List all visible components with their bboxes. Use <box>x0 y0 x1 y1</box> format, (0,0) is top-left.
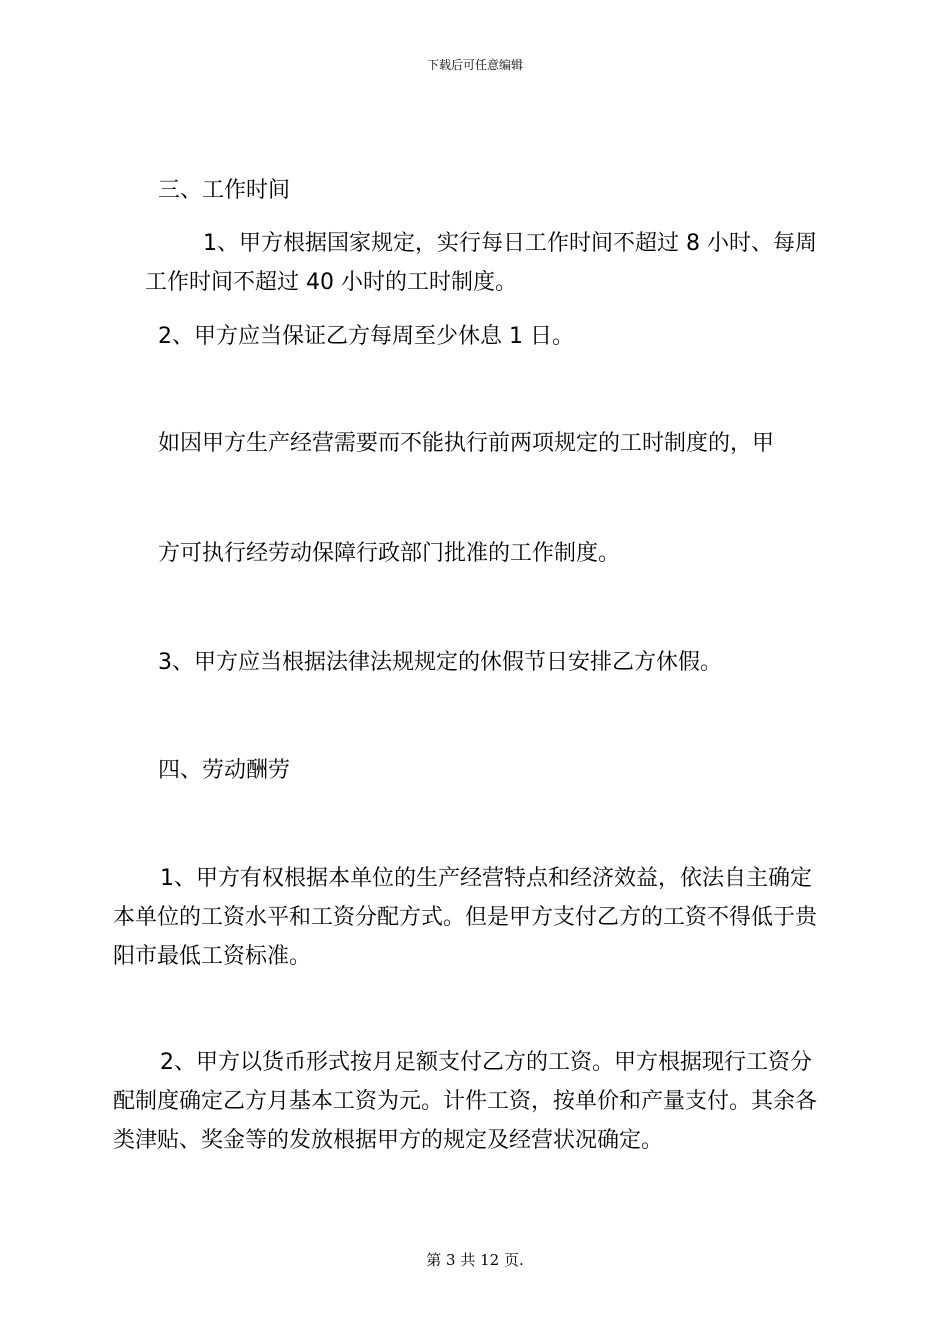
section-3-heading: 三、工作时间 <box>158 178 291 203</box>
section-4-item-1-line-3: 阳市最低工资标准。 <box>113 944 312 969</box>
section-4-heading: 四、劳动酬劳 <box>158 758 291 783</box>
section-4-item-1-line-2: 本单位的工资水平和工资分配方式。但是甲方支付乙方的工资不得低于贵 <box>113 905 818 930</box>
section-3-item-3: 3、甲方应当根据法律法规规定的休假节日安排乙方休假。 <box>158 650 722 675</box>
section-3-item-2: 2、甲方应当保证乙方每周至少休息 1 日。 <box>158 324 574 349</box>
section-4-item-1-line-1: 1、甲方有权根据本单位的生产经营特点和经济效益，依法自主确定 <box>160 866 812 891</box>
section-4-item-2-line-2: 配制度确定乙方月基本工资为元。计件工资，按单价和产量支付。其余各 <box>113 1089 818 1114</box>
section-4-item-2-line-1: 2、甲方以货币形式按月足额支付乙方的工资。甲方根据现行工资分 <box>160 1050 812 1075</box>
download-edit-note: 下载后可任意编辑 <box>426 58 523 72</box>
section-3-exception-line-1: 如因甲方生产经营需要而不能执行前两项规定的工时制度的，甲 <box>158 431 775 456</box>
section-3-exception-line-2: 方可执行经劳动保障行政部门批准的工作制度。 <box>158 541 621 566</box>
section-3-item-1-line-2: 工作时间不超过 40 小时的工时制度。 <box>145 270 517 295</box>
section-4-item-2-line-3: 类津贴、奖金等的发放根据甲方的规定及经营状况确定。 <box>113 1128 664 1153</box>
page-number: 第 3 共 12 页. <box>426 1251 524 1269</box>
section-3-item-1-line-1: 1、甲方根据国家规定，实行每日工作时间不超过 8 小时、每周 <box>203 231 817 256</box>
